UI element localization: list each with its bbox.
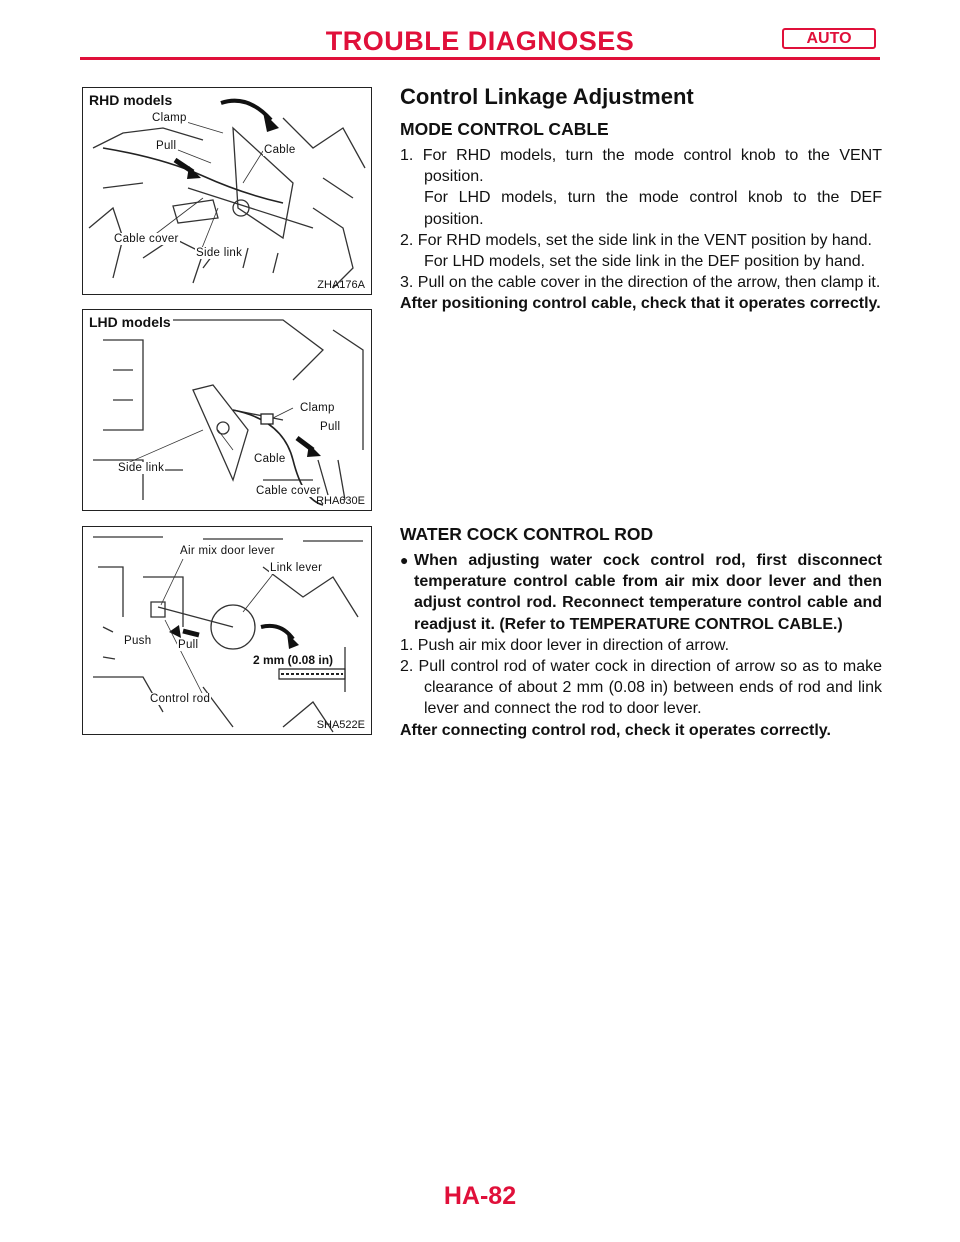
water-cock-figure xyxy=(82,526,372,735)
rhd-cable-label: Cable xyxy=(264,144,296,156)
water-control-rod-label: Control rod xyxy=(150,693,211,705)
mode-step-1: 1. For RHD models, turn the mode control knob to the VENT position. xyxy=(400,147,882,186)
water-cock-illustration xyxy=(83,527,371,734)
rhd-pull-label: Pull xyxy=(156,140,177,152)
lhd-side-link-label: Side link xyxy=(118,462,165,474)
water-step-2: 2. Pull control rod of water cock in direction of arrow so as to make clearance of about 2 mm (0.08 in) between ends of rod and link lever and connect the rod to door lever. xyxy=(400,658,882,718)
section-title: Control Linkage Adjustment xyxy=(400,84,694,109)
bullet-icon: ● xyxy=(400,552,409,568)
mode-step-3: 3. Pull on the cable cover in the direction of the arrow, then clamp it. xyxy=(400,274,881,292)
lhd-figure-code: RHA630E xyxy=(316,495,365,507)
lhd-cable-cover-label: Cable cover xyxy=(256,485,321,497)
header-divider xyxy=(80,57,880,60)
rhd-cable-cover-label: Cable cover xyxy=(114,233,179,245)
rhd-clamp-label: Clamp xyxy=(152,112,187,124)
rhd-models-label: RHD models xyxy=(89,92,173,108)
water-cock-heading: WATER COCK CONTROL ROD xyxy=(400,524,654,544)
mode-step-2-lhd: For LHD models, set the side link in the DEF position by hand. xyxy=(424,253,866,271)
rhd-linkage-illustration xyxy=(83,88,371,294)
lhd-models-label: LHD models xyxy=(89,314,171,330)
water-step-1: 1. Push air mix door lever in direction of arrow. xyxy=(400,636,730,654)
water-air-mix-label: Air mix door lever xyxy=(180,545,275,557)
rhd-side-link-label: Side link xyxy=(196,247,243,259)
water-link-lever-label: Link lever xyxy=(270,562,323,574)
mode-step-1-lhd: For LHD models, turn the mode control knob to the DEF position. xyxy=(424,189,882,228)
lhd-models-figure xyxy=(82,309,372,511)
water-note: After connecting control rod, check it operates correctly. xyxy=(400,721,831,739)
water-figure-code: SHA522E xyxy=(316,719,365,731)
water-clearance-label: 2 mm (0.08 in) xyxy=(253,653,334,667)
water-pull-label: Pull xyxy=(178,639,199,651)
rhd-models-figure xyxy=(82,87,372,295)
mode-control-section xyxy=(400,84,882,315)
water-cock-section xyxy=(400,524,882,741)
mode-note: After positioning control cable, check that it operates correctly. xyxy=(400,295,881,313)
lhd-pull-label: Pull xyxy=(320,421,341,433)
water-bullet-item xyxy=(400,550,882,635)
lhd-cable-label: Cable xyxy=(254,453,286,465)
mode-control-cable-heading: MODE CONTROL CABLE xyxy=(400,119,609,139)
lhd-clamp-label: Clamp xyxy=(300,402,335,414)
header-badge: AUTO xyxy=(782,28,876,49)
water-bullet-text: When adjusting water cock control rod, first disconnect temperature control cable from air mix door lever and then adjust control rod. Reconnect temperature control cable and readjust it. (Refer to TEMPERATURE CONTROL CABLE.) xyxy=(414,552,882,633)
mode-step-2: 2. For RHD models, set the side link in the VENT position by hand. xyxy=(400,231,872,249)
rhd-figure-code: ZHA176A xyxy=(317,279,365,291)
water-push-label: Push xyxy=(124,635,152,647)
page-number: HA-82 xyxy=(443,1182,517,1210)
page-header-title: TROUBLE DIAGNOSES xyxy=(325,26,635,56)
